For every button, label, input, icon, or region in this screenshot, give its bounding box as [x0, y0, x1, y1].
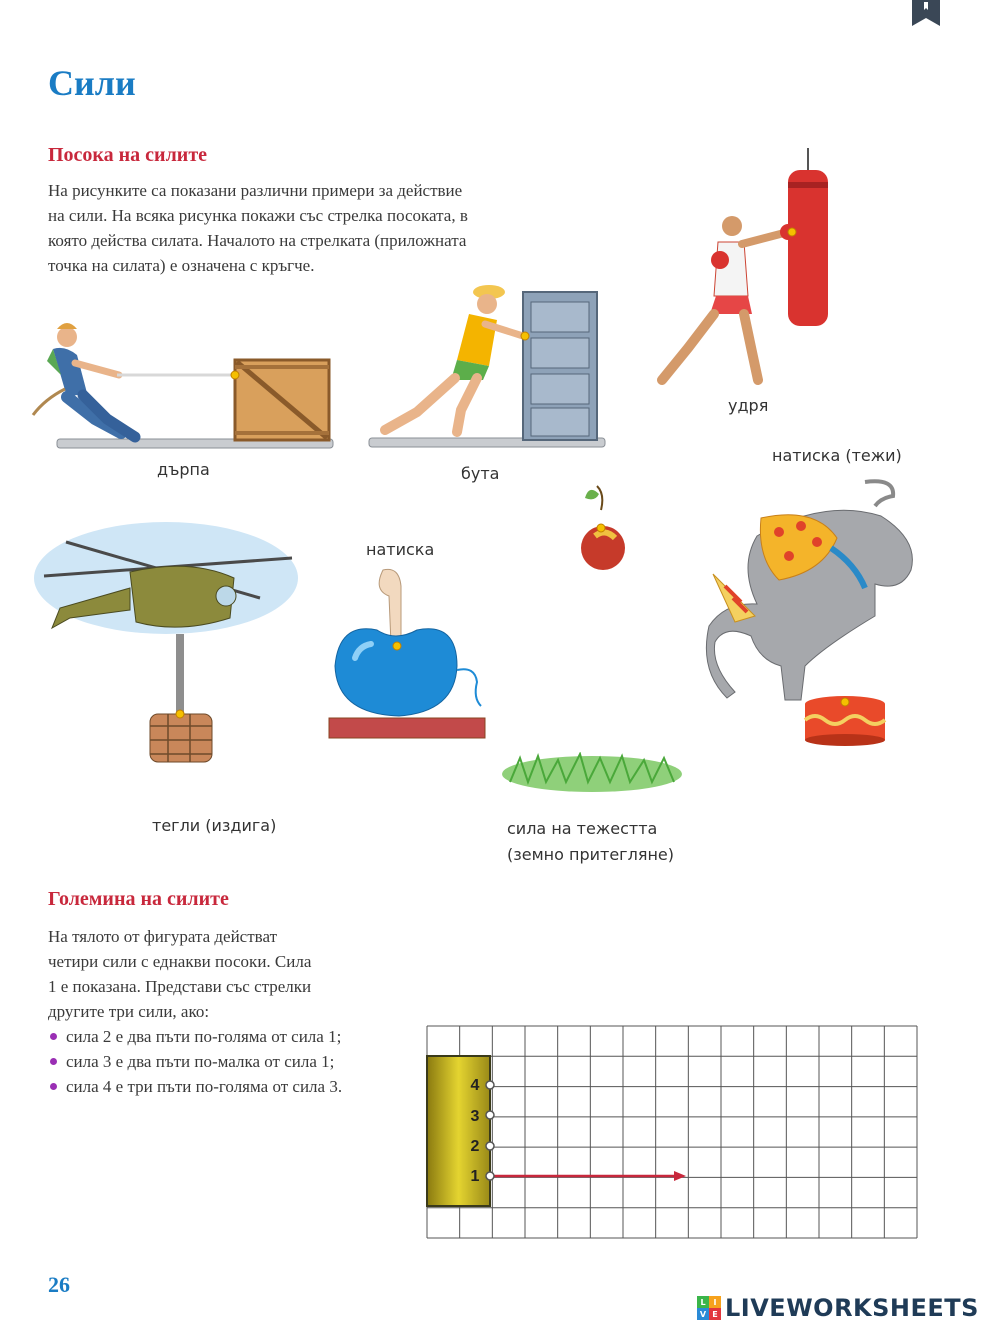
caption-press: натиска — [366, 540, 435, 559]
brand-name: LIVEWORKSHEETS — [725, 1294, 979, 1322]
application-point-icon — [841, 698, 849, 706]
application-point-icon — [521, 332, 529, 340]
application-point-icon — [788, 228, 796, 236]
paragraph-line: другите три сили, ако: — [48, 1002, 210, 1021]
page-number: 26 — [48, 1272, 70, 1297]
paragraph-line: 1 е показана. Представи със стрелки — [48, 977, 312, 996]
force-label-2: 2 — [470, 1138, 480, 1155]
boy-head — [57, 327, 77, 347]
conditions-list — [48, 1024, 428, 1099]
caption-pull: дърпа — [157, 460, 210, 479]
paragraph-line: точка на силата) е означена с кръгче. — [48, 256, 315, 275]
brand-footer[interactable] — [697, 1294, 979, 1322]
application-point-icon — [393, 642, 401, 650]
body-block — [427, 1056, 490, 1206]
force-label-1: 1 — [470, 1168, 480, 1185]
illustration-push — [365, 280, 615, 455]
list-item: сила 4 е три пъти по-голяма от сила 3. — [48, 1074, 428, 1099]
application-point-icon — [231, 371, 239, 379]
caption-gravity-line: сила на тежестта — [507, 819, 658, 838]
paragraph-line: на сили. На всяка рисунка покажи със стрелка посоката, в — [48, 206, 468, 225]
illustration-pull — [25, 315, 345, 455]
caption-press-weighs: натиска (тежи) — [772, 446, 902, 465]
paragraph-line: На тялото от фигурата действат — [48, 927, 277, 946]
application-point-3[interactable] — [486, 1111, 494, 1119]
logo-letter: L — [697, 1296, 709, 1308]
force-1-arrowhead — [674, 1171, 686, 1181]
paragraph-line: четири сили с еднакви посоки. Сила — [48, 952, 312, 971]
force-label-3: 3 — [470, 1108, 480, 1125]
section-paragraph-direction — [48, 178, 608, 278]
section-heading-direction: Посока на силите — [48, 144, 208, 166]
illustration-press-weighs — [705, 476, 920, 746]
section-paragraph-magnitude — [48, 924, 428, 1099]
caption-hit: удря — [728, 396, 769, 415]
punching-bag — [788, 170, 828, 326]
liveworksheets-logo-icon — [697, 1296, 721, 1320]
application-point-2[interactable] — [486, 1142, 494, 1150]
caption-gravity-line: (земно притегляне) — [507, 845, 674, 864]
caption-gravity — [507, 816, 674, 868]
paragraph-line: На рисунките са показани различни примери за действие — [48, 181, 463, 200]
girl-body — [457, 314, 497, 366]
section-heading-magnitude: Големина на силите — [48, 888, 229, 910]
illustration-hit — [648, 148, 868, 393]
force-grid[interactable] — [424, 1024, 920, 1242]
application-point-icon — [597, 524, 605, 532]
application-point-1 — [486, 1172, 494, 1180]
logo-letter: I — [709, 1296, 721, 1308]
illustration-lift — [30, 518, 305, 773]
paragraph-line: която действа силата. Началото на стрелката (приложната — [48, 231, 467, 250]
force-label-4: 4 — [470, 1077, 480, 1094]
illustration-apple — [575, 484, 635, 579]
illustration-grass — [500, 752, 685, 794]
application-point-icon — [176, 710, 184, 718]
illustration-press — [325, 566, 490, 746]
caption-lifts: тегли (издига) — [152, 816, 277, 835]
logo-letter: E — [709, 1308, 721, 1320]
page-title: Сили — [48, 63, 136, 103]
caption-push: бута — [461, 464, 500, 483]
grid-lines — [427, 1026, 917, 1238]
list-item: сила 3 е два пъти по-малка от сила 1; — [48, 1049, 428, 1074]
application-point-4[interactable] — [486, 1081, 494, 1089]
logo-letter: V — [697, 1308, 709, 1320]
bookmark-icon — [912, 0, 940, 26]
list-item: сила 2 е два пъти по-голяма от сила 1; — [48, 1024, 428, 1049]
